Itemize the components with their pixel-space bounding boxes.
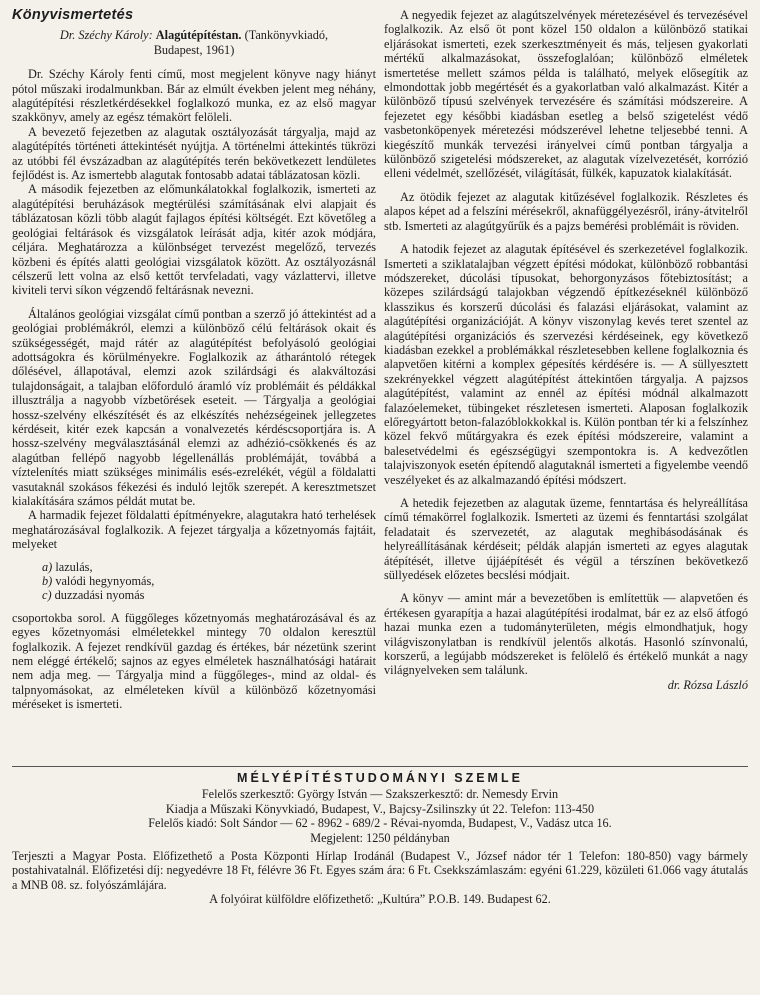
review-header [12,28,376,57]
list-item: b) valódi hegynyomás, [42,574,155,589]
right-column [384,8,748,756]
review-author: Dr. Széchy Károly: [59,28,153,43]
paragraph: A könyv — amint már a bevezetőben is említettük — alapvetően és értékesen gyarapítja a hazai alagútépítési irodalmat, bár ez az első átfogó hazai munka ezen a tudományterületen, mégis elmondhatjuk, hogy világviszonylatban is rendkívül jelentős alkotás. Hasonló színvonalú, korszerű, a legújabb módszereket is felölelő és értékelő munkát a nagy világnyelveken sem találunk. [384,591,748,678]
imprint-distribution: Terjeszti a Magyar Posta. Előfizethető a Posta Központi Hírlap Irodánál (Budapest V., József nádor tér 1 Telefon: 180-850) vagy bármely postahivatalnál. Előfizetési díj: negyedévre 18 Ft, félévre 36 Ft. Egyes szám ára: 6 Ft. Csekkszámlaszám: egyéni 61.229, közületi 61.066 vagy átutalás a MNB 08. sz. folyószámlájára. [12,849,748,892]
list-item: c) duzzadási nyomás [42,588,145,603]
paragraph: A hatodik fejezet az alagutak építésével és szerkezetével foglalkozik. Ismerteti a sziklatalajban végzett építési módokat, különböző robbantási módszereket, dúcolási típusokat, behorgonyzásos főtebiztosítást; a közepes szilárdságú talajokban végzendő építkezéseknél különböző klasszikus és korszerű dúcolási és falazási eljárásokat, valamint az alagútépítési organizációját. A könyv viszonylag kevés teret szentel az alagútépítési organizációs és szervezési kérdéseinek, egy következő kiadásban ezekkel a problémákkal részletesebben kellene foglalkoznia és alapvetően kitérni a komplex gépesítés kérdésére is. — A süllyesztett szekrényekkel végzett alagútépítést áttekintően tárgyalja. A pajzsos alagútépítést, valamint az ennél az építési módnál alkalmazott falazóelemeket, tübingeket részletesen ismerteti. Alaposan foglalkozik előregyártott beton-falazóblokkokkal is. Külön pontban tér ki a felszínhez közel fekvő műtárgyakra és ezek építési módszereire, valamint a balesetvédelmi és egészségügyi szempontokra is. A kedvezőtlen talajviszonyok esetén építendő alagutaknál ismerteti a figyelembe veendő veszélyeket és az alkalmazandó építési módszert. [384,242,748,487]
imprint-printer: Felelős kiadó: Solt Sándor — 62 - 8962 - 689/2 - Révai-nyomda, Budapest, V., Vadász utca 16. [148,816,612,831]
review-book-title: Alagútépítéstan. [155,28,242,43]
paragraph: A negyedik fejezet az alagútszelvények méretezésével és tervezésével foglalkozik. Az első öt pont közel 150 oldalon a különböző statikai eljárásokat ismerteti, ezek szerkesztményeit és más, teljesen gyakorlati mértékű alkalmazásokat, összefoglalóan; különböző elméletek ismertetése mellett számos példa is található, melyek elősegítik az elmondottak jobb megértését és a gyakorlatban való alkalmazást. Kitér a különböző típusú szelvények tervezésére és számítási módszereire. A fejezetet egy későbbi kiadásban esetleg a belső szigetelést védő vasbetonköpenyek méretezési módszerével lehetne teljesebbé tenni. A kiegészítő munkák tervezési irányelvei című pontban tárgyalja a különböző szigetelési módszereket, az alagutak vízelvezetését, korrózió elleni védelmét, szellőzését, világítását, fülkék, kapuzatok kialakítását. [384,8,748,181]
imprint-print-run: Megjelent: 1250 példányban [310,830,450,845]
paragraph: Dr. Széchy Károly fenti című, most megjelent könyve nagy hiányt pótol műszaki irodalmunkban. Bár az elmúlt években jelent meg néhány, alagútépítési részletkérdésekkel foglalkozó munka, ez az első magyar szakkönyv, amely az egész témakört felöleli. [12,67,376,125]
paragraph: A harmadik fejezet földalatti építményekre, alagutakra ható terhelések meghatározásával foglalkozik. A fejezet tárgyalja a kőzetnyomás fajtáit, melyeket [12,508,376,552]
left-column [12,8,376,756]
imprint [12,771,748,907]
paragraph: Az ötödik fejezet az alagutak kitűzésével foglalkozik. Részletes és alapos képet ad a felszíni mérésekről, aknafüggélyezésről, irány-átvitelről stb. Ismerteti az alagútgyűrűk és a pajzs bemérési problémáit is röviden. [384,189,748,233]
reviewer-signature: dr. Rózsa László [667,677,748,692]
article-columns [12,8,748,756]
list-item: a) lazulás, [42,559,93,574]
imprint-abroad: A folyóirat külföldre előfizethető: „Kultúra” P.O.B. 149. Budapest 62. [209,892,551,907]
journal-title: MÉLYÉPÍTÉSTUDOMÁNYI SZEMLE [237,771,523,785]
paragraph: A hetedik fejezetben az alagutak üzeme, fenntartása és helyreállítása című témakörrel foglalkozik. Ismerteti az üzemi és fenntartási szolgálat feladatait és szervezetét, az alagutak meghibásodásának és helyreállításának kérdéseit; példák alapján ismerteti az egyes alagutak átépítését, illetve újjáépítését és végül a térszínen bekövetkező süllyedések előzetes becslési módjait. [384,496,748,583]
review-publisher-place: Budapest, 1961) [153,42,235,57]
review-publisher: (Tankönyvkiadó, [244,28,329,43]
section-title: Könyvismertetés [12,7,134,23]
imprint-editors: Felelős szerkesztő: György István — Szakszerkesztő: dr. Nemesdy Ervin [201,787,559,802]
footer-divider [12,766,748,767]
paragraph: A bevezető fejezetben az alagutak osztályozását tárgyalja, majd az alagútépítés történeti áttekintését nyújtja. A történelmi áttekintés tükrözi az utóbbi fél évszázadban az alagútépítés terén bekövetkezett lendületes fejlődést is. Az ismertebb alagutak fontosabb adatai táblázatosan közli. [12,124,376,183]
paragraph: A második fejezetben az előmunkálatokkal foglalkozik, ismerteti az alagútépítési beruházások megtérülési számításának elvi alapjait és táblázatosan közli több alagút fajlagos építési költségét. Ezt követőleg a geológiai feltárások és vizsgálatok leírását adja, kitér azok módjára, céljára. Meghatározza a különbséget tervezést megelőző, tervezés közbeni és építés alatti geológiai vizsgálatok között. Az osztályozásnál célszerű lett volna az első kettőt tervfeladati, vagy vázlattervi, illetve kiviteli tervi síkon végzendő feltárásnak nevezni. [12,182,376,298]
paragraph-continuation: csoportokba sorol. A függőleges kőzetnyomás meghatározásával és az egyes kőzetnyomási elméletekkel mintegy 70 oldalon keresztül foglalkozik. A fejezet rendkívül gazdag és értékes, bár nézetünk szerint nem eléggé értékelő; sajnos az egyes elméletek használhatósági határait nem adja meg. — Tárgyalja mind a függőleges-, mind az oldal- és talpnyomásokat, az elméleteken kívül a különböző kőzetnyomási méréseket is ismerteti. [12,610,376,712]
imprint-publisher: Kiadja a Műszaki Könyvkiadó, Budapest, V., Bajcsy-Zsilinszky út 22. Telefon: 113-450 [165,801,595,816]
paragraph: Általános geológiai vizsgálat című pontban a szerző jó áttekintést ad a geológiai problémákról, elemzi a különböző célú feltárások okait és szükségességét, majd rátér az alagútépítést befolyásoló geológiai adottságokra és körülményekre. Foglalkozik az átharántoló rétegek dőlésével, állapotával, elemzi azok szilárdsági és alakváltozási tulajdonságait, a talajban előforduló áramló víz problémáit és példákkal illusztrálja a nagyobb vízbetörések eseteit. — Tárgyalja a geológiai hossz-szelvény elkészítését és az elkészítés nehézségeinek jellegzetes kérdéseit, kitér ezek kapcsán a vonalvezetés kérdéscsoportjára is. A hossz-szelvény megválasztásánál elemzi az adhézió-csökkenés és az alagútban fellépő nagyobb légellenállás problémáját, továbbá a víztelenítés miatt szükséges minimális esés-ezrelékét, végül a földalatti vasutaknál szokásos fékezési és induló lejtők szerepét. A keresztmetszet kialakítására számos példát mutat be. [12,306,376,508]
pressure-type-list [42,560,376,603]
